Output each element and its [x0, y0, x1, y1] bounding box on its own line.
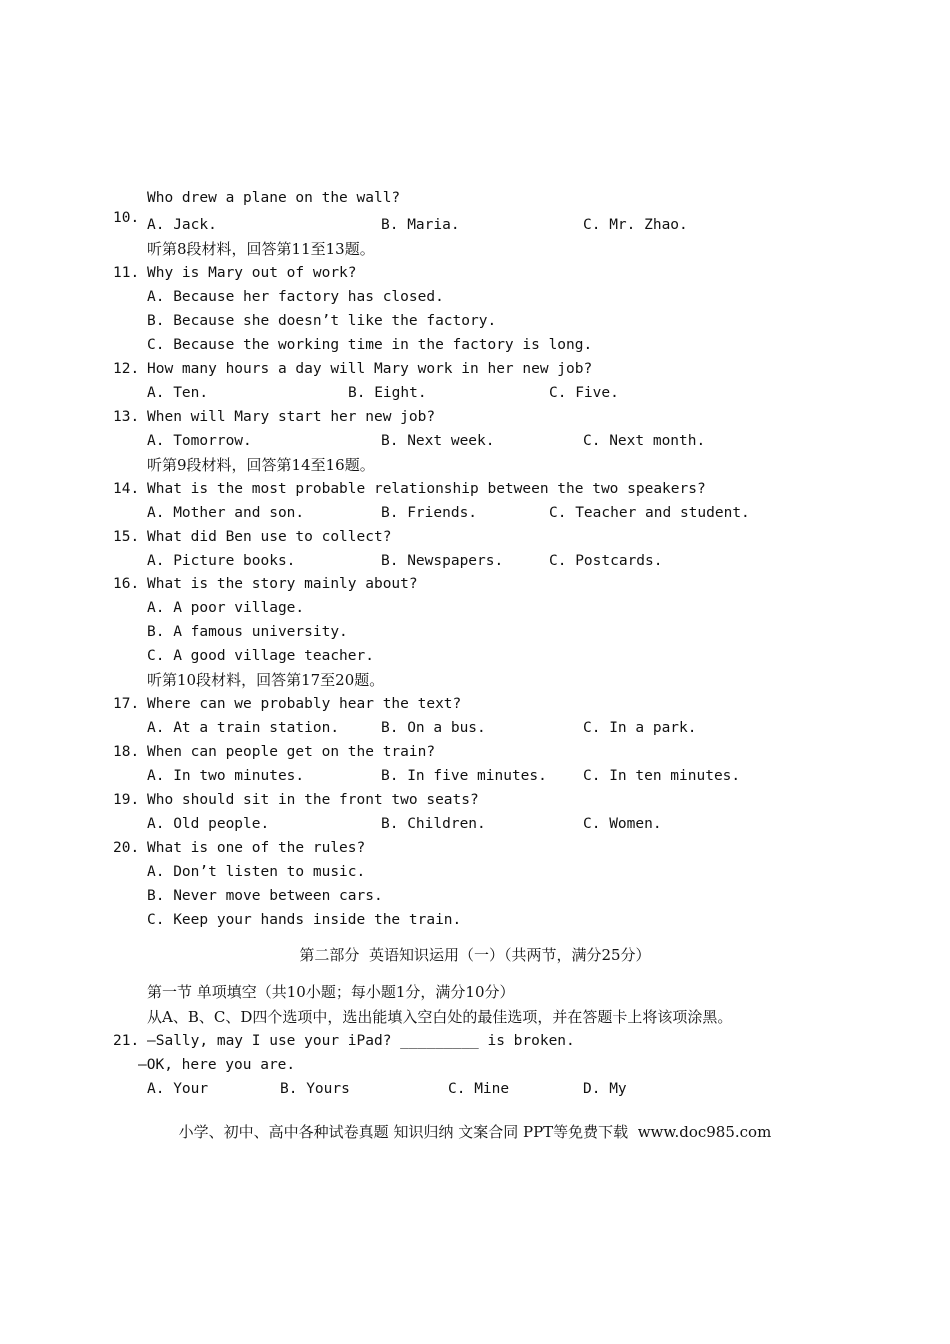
question-number: 20.	[113, 840, 140, 856]
section-instructions: 从A、B、C、D四个选项中，选出能填入空白处的最佳选项，并在答题卡上将该项涂黑。	[147, 1008, 733, 1026]
option-b: B. Children.	[381, 816, 486, 832]
option-c: C. Five.	[549, 385, 619, 401]
question-number: 16.	[113, 576, 140, 592]
option-a: A. Ten.	[147, 385, 209, 401]
option-d: D. My	[583, 1081, 627, 1097]
part-title: 第二部分 英语知识运用（一）（共两节，满分25分）	[299, 946, 651, 964]
option-a: A. Tomorrow.	[147, 433, 252, 449]
option-b: B. Eight.	[348, 385, 427, 401]
option-a: A. Your	[147, 1081, 209, 1097]
option-c: C. Postcards.	[549, 553, 663, 569]
section-title: 第一节 单项填空（共10小题；每小题1分，满分10分）	[147, 983, 515, 1001]
option-b: B. Next week.	[381, 433, 495, 449]
question-text: Where can we probably hear the text?	[147, 696, 462, 712]
option-c: C. In a park.	[583, 720, 697, 736]
question-text: When will Mary start her new job?	[147, 409, 436, 425]
option-c: C. Women.	[583, 816, 662, 832]
question-number: 19.	[113, 792, 140, 808]
option-a: A. In two minutes.	[147, 768, 305, 784]
option-c: C. In ten minutes.	[583, 768, 741, 784]
question-text: Who should sit in the front two seats?	[147, 792, 479, 808]
section-instruction: 听第9段材料，回答第14至16题。	[147, 456, 375, 474]
question-text: What is one of the rules?	[147, 840, 366, 856]
option-a: A. Because her factory has closed.	[147, 289, 444, 305]
option-b: B. A famous university.	[147, 624, 348, 640]
option-b: B. On a bus.	[381, 720, 486, 736]
question-number: 10.	[113, 210, 140, 226]
footer-text: 小学、初中、高中各种试卷真题 知识归纳 文案合同 PPT等免费下载 www.doc985.com	[178, 1123, 772, 1141]
dialogue-line-1: —Sally, may I use your iPad? _________ is broken.	[147, 1033, 575, 1049]
option-b: B. Because she doesn’t like the factory.	[147, 313, 497, 329]
option-c: C. A good village teacher.	[147, 648, 374, 664]
option-a: A. Don’t listen to music.	[147, 864, 366, 880]
section-instruction: 听第10段材料，回答第17至20题。	[147, 671, 385, 689]
option-c: C. Mr. Zhao.	[583, 217, 688, 233]
question-10	[0, 188, 140, 248]
option-c: C. Mine	[448, 1081, 510, 1097]
option-a: A. A poor village.	[147, 600, 305, 616]
option-b: B. Maria.	[381, 217, 460, 233]
dialogue-line-2: —OK, here you are.	[138, 1057, 296, 1073]
option-a: A. Mother and son.	[147, 505, 305, 521]
option-c: C. Teacher and student.	[549, 505, 750, 521]
question-number: 11.	[113, 265, 140, 281]
question-text: What did Ben use to collect?	[147, 529, 392, 545]
question-text: Why is Mary out of work?	[147, 265, 357, 281]
question-text: Who drew a plane on the wall?	[147, 190, 401, 206]
question-number: 18.	[113, 744, 140, 760]
option-a: A. Old people.	[147, 816, 270, 832]
question-text: What is the story mainly about?	[147, 576, 418, 592]
option-a: A. Jack.	[147, 217, 217, 233]
option-b: B. In five minutes.	[381, 768, 547, 784]
option-b: B. Newspapers.	[381, 553, 504, 569]
option-c: C. Because the working time in the factory is long.	[147, 337, 593, 353]
option-c: C. Keep your hands inside the train.	[147, 912, 462, 928]
question-number: 14.	[113, 481, 140, 497]
question-text: When can people get on the train?	[147, 744, 436, 760]
option-b: B. Never move between cars.	[147, 888, 383, 904]
section-instruction: 听第8段材料，回答第11至13题。	[147, 240, 375, 258]
option-a: A. At a train station.	[147, 720, 340, 736]
question-number: 15.	[113, 529, 140, 545]
question-number: 12.	[113, 361, 140, 377]
question-number: 21.	[113, 1033, 140, 1049]
option-b: B. Friends.	[381, 505, 478, 521]
question-text: How many hours a day will Mary work in her new job?	[147, 361, 593, 377]
option-b: B. Yours	[280, 1081, 350, 1097]
question-text: What is the most probable relationship between the two speakers?	[147, 481, 706, 497]
option-c: C. Next month.	[583, 433, 706, 449]
option-a: A. Picture books.	[147, 553, 296, 569]
question-number: 17.	[113, 696, 140, 712]
question-number: 13.	[113, 409, 140, 425]
